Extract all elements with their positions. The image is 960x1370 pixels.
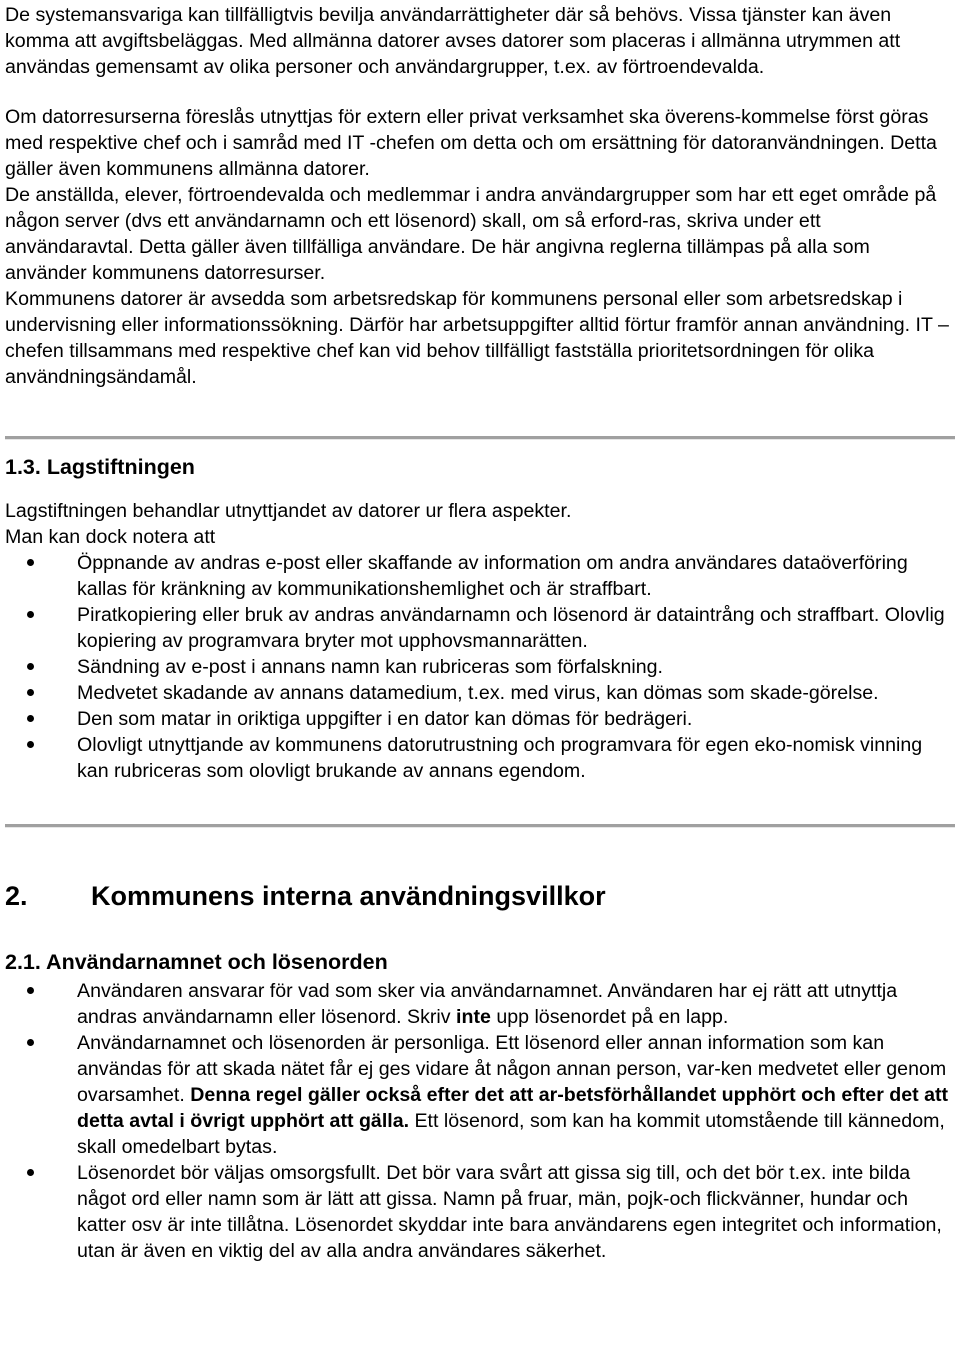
section-heading-2-1: 2.1. Användarnamnet och lösenorden [5,950,388,974]
intro-paragraph-1: De systemansvariga kan tillfälligtvis bevilja användarrättigheter där så behövs. Vissa tjänster kan även komma att avgiftsbeläggas. Med allmänna datorer avses datorer som placeras i allmänna utrymmen att användas gemensamt av olika personer och användargrupper, t.ex. av förtroendevalda. [5,4,901,78]
list-item: Lösenordet bör väljas omsorgsfullt. Det bör vara svårt att gissa sig till, och det bör t.ex. inte bilda något ord eller namn som är lätt att gissa. Namn på fruar, män, pojk-och flickvänner, hundar och katter osv är inte tillåtna. Lösenordet skyddar inte bara användarens egen integritet och information, utan är även en viktig del av alla andra användares säkerhet. [5,1160,950,1264]
intro-paragraph-3: De anställda, elever, förtroendevalda och medlemmar i andra användargrupper som har ett eget område på någon server (dvs ett användarnamn och ett lösenord) skall, om så erford-ras, skriva under ett användaravtal. Detta gäller även tillfälliga användare. De här angivna reglerna tillämpas på alla som använder kommunens datorresurser. [5,184,937,284]
chapter-title: Kommunens interna användningsvillkor [91,881,606,911]
intro-block [5,104,950,390]
text-run: Ett lösenord, som kan ha kommit utomstående till kännedom, skall omedelbart bytas. [77,1110,945,1158]
section-heading-1-3: 1.3. Lagstiftningen [5,455,195,479]
law-bullet-list [5,550,950,784]
chapter-number: 2. [5,881,28,911]
horizontal-rule [5,436,955,440]
emphasis-text: inte [456,1006,491,1028]
list-item: Öppnande av andras e-post eller skaffande av information om andra användares dataöverföring kallas för kränkning av kommunikationshemlighet och är straffbart. [5,550,950,602]
list-item: Piratkopiering eller bruk av andras användarnamn och lösenord är dataintrång och straffbart. Olovlig kopiering av programvara bryter mot upphovsmannarätten. [5,602,950,654]
section-1-3-intro: Lagstiftningen behandlar utnyttjandet av datorer ur flera aspekter. [5,500,572,522]
list-item [5,978,950,1030]
text-run: Användaren ansvarar för vad som sker via användarnamnet. Användaren har ej rätt att utnyttja andras användarnamn eller lösenord. Skriv [77,980,898,1028]
emphasis-text: Denna regel gäller också efter det att ar-betsförhållandet upphört och efter det att detta avtal i övrigt upphört att gälla. [77,1084,949,1132]
chapter-heading-2 [5,878,950,914]
list-item: Olovligt utnyttjande av kommunens datorutrustning och programvara för egen eko-nomisk vinning kan rubriceras som olovligt brukande av annans egendom. [5,732,950,784]
text-run: upp lösenordet på en lapp. [490,1006,729,1028]
horizontal-rule [5,824,955,828]
section-1-3-lead: Man kan dock notera att [5,526,216,548]
intro-paragraph-2: Om datorresurserna föreslås utnyttjas för extern eller privat verksamhet ska överens-kommelse först göras med respektive chef och i samråd med IT -chefen om detta och om ersättning för datoranvändningen. Detta gäller även kommunens allmänna datorer. [5,106,937,180]
password-bullet-list [5,978,950,1264]
list-item: Den som matar in oriktiga uppgifter i en dator kan dömas för bedrägeri. [5,706,950,732]
list-item: Medvetet skadande av annans datamedium, t.ex. med virus, kan dömas som skade-görelse. [5,680,950,706]
intro-paragraph-4: Kommunens datorer är avsedda som arbetsredskap för kommunens personal eller som arbetsredskap i undervisning eller informationssökning. Därför har arbetsuppgifter alltid förtur framför annan användning. IT –chefen tillsammans med respektive chef kan vid behov tillfälligt fastställa prioritetsordningen för olika användningsändamål. [5,288,949,388]
list-item [5,1030,950,1160]
text-run: Användarnamnet och lösenorden är personliga. Ett lösenord eller annan information som kan användas för att skada nätet får ej ges vidare åt någon annan person, var-ken medvetet eller genom ovarsamhet. [77,1032,947,1106]
document-page [5,0,950,1264]
list-item: Sändning av e-post i annans namn kan rubriceras som förfalskning. [5,654,950,680]
